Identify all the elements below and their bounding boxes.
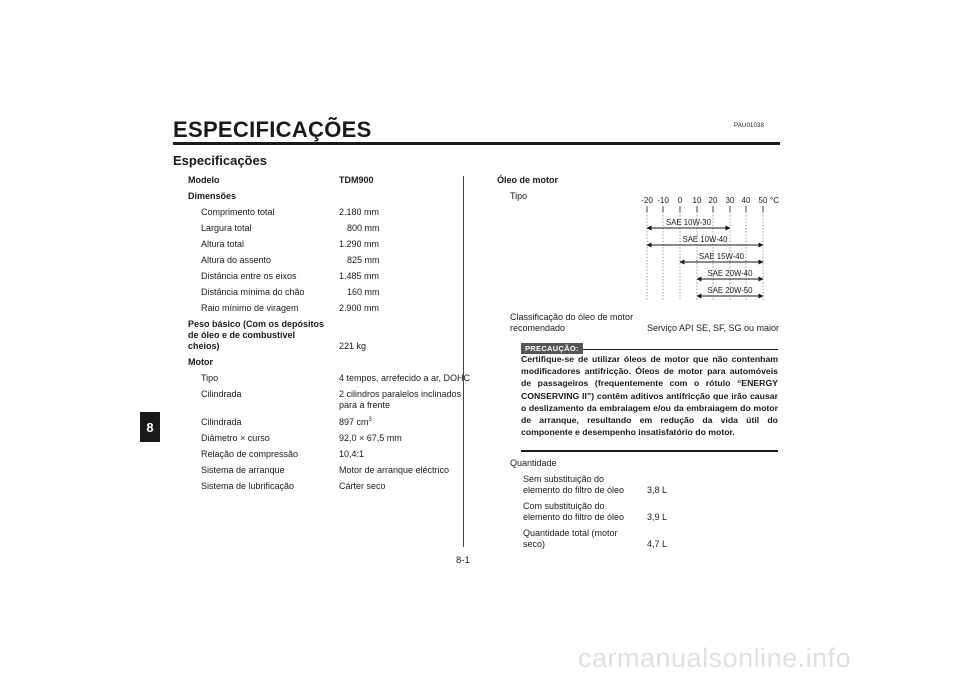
spec-value-line1: 2 cilindros paralelos inclinados — [339, 389, 462, 399]
temp-tick-label: 20 — [708, 196, 718, 205]
spec-label: Raio mínimo de viragem — [201, 303, 299, 313]
quantity-label: Quantidade — [510, 458, 557, 468]
spec-value: 160 mm — [347, 287, 380, 297]
caution-label: PRECAUÇÃO: — [521, 343, 583, 354]
model-label: Modelo — [188, 175, 220, 185]
temp-tick-label: 30 — [725, 196, 735, 205]
spec-value: 1.290 mm — [339, 239, 380, 249]
weight-label-line1: Peso básico (Com os depósitos — [188, 319, 325, 329]
spec-value-line2: para a frente — [339, 400, 391, 410]
unit-superscript: 3 — [368, 417, 372, 423]
viscosity-band-label: SAE 15W-40 — [699, 252, 744, 261]
spec-label: Cilindrada — [201, 417, 242, 427]
quantity-row-label-line1: Quantidade total (motor — [523, 528, 618, 538]
spec-value: 92,0 × 67,5 mm — [339, 433, 402, 443]
spec-value: 800 mm — [347, 223, 380, 233]
temp-tick-label: -10 — [657, 196, 669, 205]
spec-label: Distância mínima do chão — [201, 287, 305, 297]
classification-label-line1: Classificação do óleo de motor — [510, 312, 634, 322]
title-rule — [173, 142, 780, 145]
temp-tick-label: -20 — [641, 196, 653, 205]
column-divider — [463, 176, 464, 547]
spec-label: Sistema de lubrificação — [201, 481, 295, 491]
quantity-row-value: 3,8 L — [647, 485, 668, 495]
model-value: TDM900 — [339, 175, 374, 185]
spec-label: Tipo — [201, 373, 219, 383]
viscosity-band-label: SAE 20W-50 — [707, 286, 753, 295]
document-code: PAU01038 — [734, 123, 765, 129]
classification-value: Serviço API SE, SF, SG ou maior — [647, 323, 780, 333]
spec-label: Diâmetro × curso — [201, 433, 270, 443]
spec-label: Largura total — [201, 223, 252, 233]
quantity-row-value: 4,7 L — [647, 539, 668, 549]
viscosity-band-label: SAE 20W-40 — [707, 269, 753, 278]
weight-label-line3: cheios) — [188, 341, 220, 351]
spec-value: 10,4:1 — [339, 449, 365, 459]
spec-label: Relação de compressão — [201, 449, 299, 459]
oil-viscosity-chart — [630, 190, 780, 305]
oil-heading: Óleo de motor — [497, 175, 559, 185]
quantity-row-label-line2: elemento do filtro de óleo — [523, 485, 625, 495]
watermark: carmanualsonline.info — [578, 643, 852, 673]
spec-value — [339, 417, 372, 428]
spec-label: Altura do assento — [201, 255, 272, 265]
spec-value: 2.180 mm — [339, 207, 380, 217]
spec-value: Cárter seco — [339, 481, 386, 491]
displacement-value: 897 cm — [339, 417, 369, 427]
spec-label: Altura total — [201, 239, 245, 249]
page-number: 8-1 — [456, 555, 470, 566]
oil-type-label: Tipo — [510, 191, 528, 201]
quantity-row-label-line1: Com substituição do — [523, 501, 605, 511]
weight-value: 221 kg — [339, 341, 367, 351]
chapter-tab: 8 — [140, 412, 160, 442]
temp-tick-label: 40 — [741, 196, 751, 205]
engine-label: Motor — [188, 357, 213, 367]
spec-label: Sistema de arranque — [201, 465, 285, 475]
spec-label: Cilindrada — [201, 389, 242, 399]
spec-value: 825 mm — [347, 255, 380, 265]
caution-top-rule — [583, 349, 778, 350]
quantity-row-label-line2: seco) — [523, 539, 546, 549]
spec-value: 1.485 mm — [339, 271, 380, 281]
spec-value: 4 tempos, arrefecido a ar, DOHC — [339, 373, 471, 383]
viscosity-band-label: SAE 10W-30 — [666, 218, 711, 227]
spec-value: 2.900 mm — [339, 303, 380, 313]
page-title: ESPECIFICAÇÕES — [173, 117, 372, 142]
quantity-row-value: 3,9 L — [647, 512, 668, 522]
weight-label-line2: de óleo e de combustível — [188, 330, 296, 340]
temp-tick-label: 50 — [758, 196, 768, 205]
dimensions-label: Dimensões — [188, 191, 237, 201]
caution-text: Certifique-se de utilizar óleos de motor que não contenham modificadores antifricção. Óleos de motor para automóveis de passageiros (frequentemente com o rótulo “ENERGY CONSERVING II”) contêm aditivos antifricção que irão causar o deslizamento da embraiagem e/ou da embraiagem do motor de arranque, resultando em redução da vida útil do componente e desempenho insatisfatório do motor. — [521, 354, 778, 438]
spec-value: Motor de arranque eléctrico — [339, 465, 450, 475]
temp-tick-label: 0 — [677, 196, 683, 205]
spec-label: Distância entre os eixos — [201, 271, 297, 281]
section-subtitle: Especificações — [173, 153, 267, 168]
temp-tick-label: 10 — [692, 196, 702, 205]
spec-label: Comprimento total — [201, 207, 275, 217]
quantity-row-label-line1: Sem substituição do — [523, 474, 605, 484]
temp-unit: °C — [770, 196, 779, 205]
caution-bottom-rule — [521, 450, 778, 452]
viscosity-band-label: SAE 10W-40 — [682, 235, 728, 244]
classification-label-line2: recomendado — [510, 323, 566, 333]
quantity-row-label-line2: elemento do filtro de óleo — [523, 512, 625, 522]
